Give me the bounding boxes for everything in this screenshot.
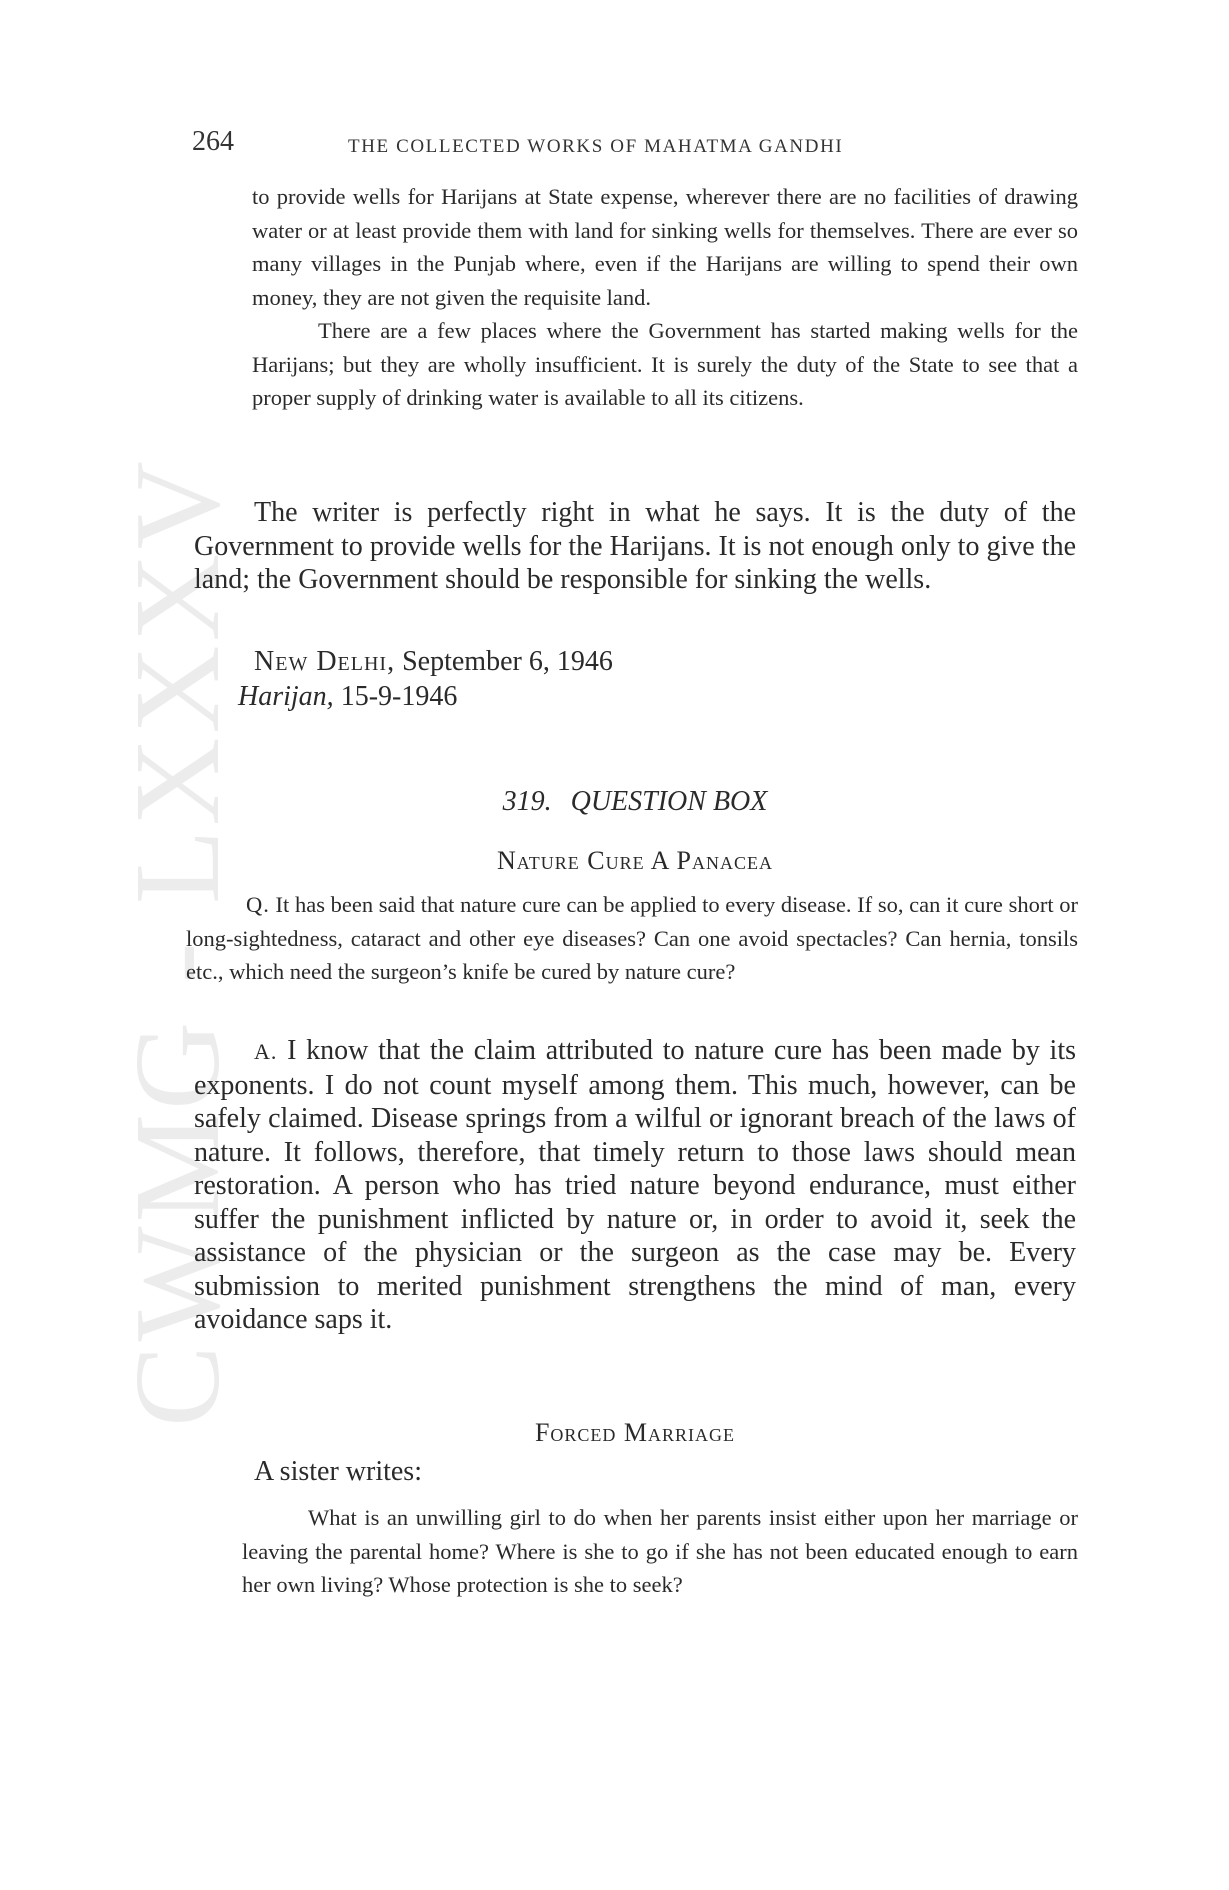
source-publication: Harijan, <box>238 681 334 712</box>
quoted-letter <box>252 180 1078 415</box>
watermark-text: CWMG - LXXXV <box>110 457 246 1427</box>
article-title: QUESTION BOX <box>570 786 768 817</box>
question-label: Q. <box>246 892 270 917</box>
section-heading-nature-cure: Nature Cure A Panacea <box>497 846 773 875</box>
question <box>186 888 1078 989</box>
answer <box>194 1034 1076 1337</box>
sister-intro: A sister writes: <box>254 1456 422 1487</box>
dateline-place: New Delhi, <box>254 646 396 677</box>
question-text: It has been said that nature cure can be applied to every disease. If so, can it cure short or long-sightedness, cataract and other eye diseases? Can one avoid spectacles? Can hernia, tonsils etc., which need the surgeon’s knife be cured by nature cure? <box>186 892 1078 984</box>
reply-paragraph: The writer is perfectly right in what he says. It is the duty of the Government to provide wells for the Harijans. It is not enough only to give the land; the Government should be responsible for sinking the wells. <box>194 497 1076 595</box>
source-date: 15-9-1946 <box>340 681 458 712</box>
running-title: THE COLLECTED WORKS OF MAHATMA GANDHI <box>348 136 844 157</box>
letter-paragraph-1: to provide wells for Harijans at State expense, wherever there are no facilities of drawing water or at least provide them with land for sinking wells for themselves. There are ever so many villages in the Punjab where, even if the Harijans are willing to spend their own money, they are not given the requisite land. <box>252 184 1078 310</box>
article-number: 319. <box>502 786 552 817</box>
editor-reply <box>194 496 1076 597</box>
source-citation <box>238 680 1038 714</box>
dateline <box>254 645 1054 679</box>
article-heading <box>194 784 1076 820</box>
page-number: 264 <box>192 126 234 157</box>
sister-letter <box>242 1501 1078 1602</box>
letter-paragraph-2: There are a few places where the Government has started making wells for the Harijans; but they are wholly insufficient. It is surely the duty of the State to see that a proper supply of drinking water is available to all its citizens. <box>252 318 1078 410</box>
section-heading-forced-marriage: Forced Marriage <box>534 1418 736 1447</box>
dateline-date: September 6, 1946 <box>402 646 613 677</box>
sister-letter-text: What is an unwilling girl to do when her parents insist either upon her marriage or leaving the parental home? Where is she to go if she has not been educated enough to earn her own living? Whose protection is she to seek? <box>242 1505 1078 1597</box>
answer-text: I know that the claim attributed to nature cure has been made by its exponents. I do not count myself among them. This much, however, can be safely claimed. Disease springs from a wilful or ignorant breach of the laws of nature. It follows, therefore, that timely return to those laws should mean restoration. A person who has tried nature beyond endurance, must either suffer the punishment inflicted by nature or, in order to avoid it, seek the assistance of the physician or the surgeon as the case may be. Every submission to merited punishment strengthens the mind of man, every avoidance saps it. <box>194 1035 1077 1335</box>
answer-label: A. <box>254 1039 278 1064</box>
